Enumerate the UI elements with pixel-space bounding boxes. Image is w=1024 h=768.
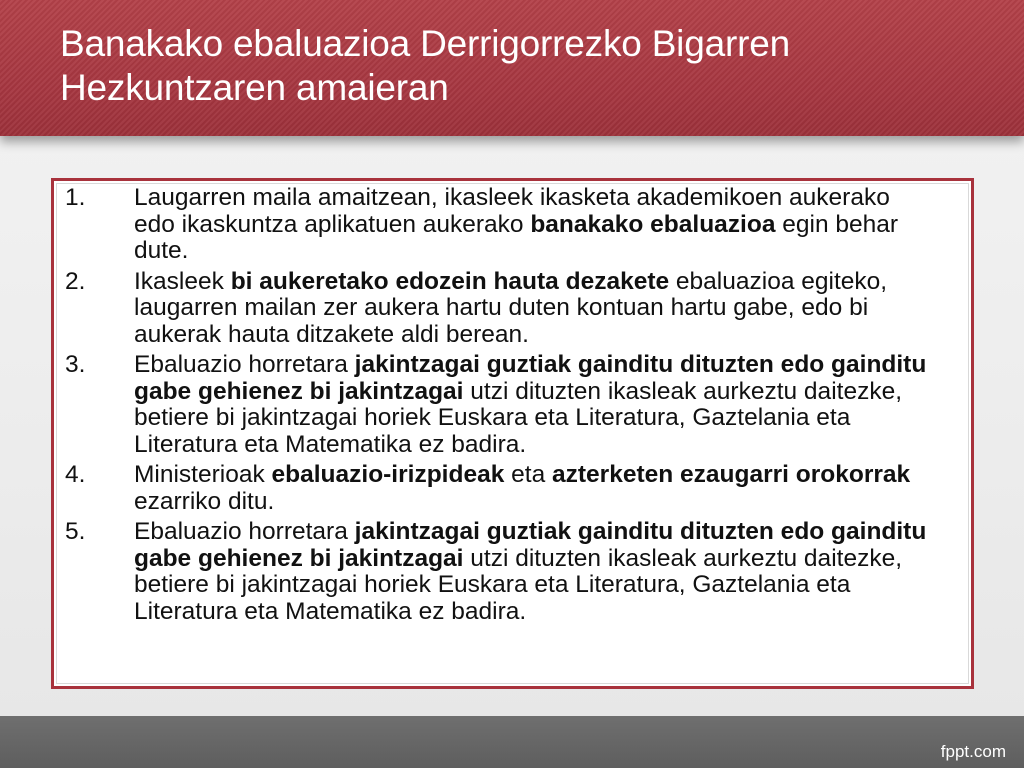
- list-item: [54, 462, 971, 515]
- list-item-number: 4.: [65, 461, 86, 488]
- list-item-number: 5.: [65, 518, 86, 545]
- numbered-list: [54, 185, 971, 629]
- list-item-number: 3.: [65, 351, 86, 378]
- text-run: ezarriko ditu.: [134, 487, 275, 515]
- list-item-text: [134, 461, 910, 515]
- list-item-number: 1.: [65, 184, 86, 211]
- footer-bar: [0, 716, 1024, 768]
- text-run: Ministerioak: [134, 461, 272, 488]
- text-run: eta: [504, 461, 553, 488]
- bold-text: jakintzagai guztiak gainditu dituzten edo gainditu gabe gehienez bi jakintzagai: [134, 351, 927, 405]
- list-item-text: [134, 268, 887, 348]
- text-run: utzi dituzten ikasleak aurkeztu daitezke, betiere bi jakintzagai horiek Euskara eta Literatura, Gaztelania eta Literatura eta Matematika ez badira.: [134, 544, 902, 625]
- footer-brand: fppt.com: [940, 742, 1006, 761]
- list-item-number: 2.: [65, 267, 86, 295]
- text-run: ebaluazioa egiteko, laugarren mailan zer aukera hartu duten kontuan hartu gabe, edo bi aukerak hauta ditzakete aldi berean.: [134, 267, 888, 348]
- content-box: [51, 178, 974, 689]
- bold-text: banakako ebaluazioa: [530, 210, 776, 238]
- text-run: Ikasleek: [134, 267, 231, 295]
- text-run: utzi dituzten ikasleak aurkeztu daitezke, betiere bi jakintzagai horiek Euskara eta Literatura, Gaztelania eta Literatura eta Matematika ez badira.: [134, 377, 902, 458]
- list-item: [54, 352, 971, 458]
- text-run: egin behar dute.: [134, 210, 899, 264]
- text-run: Ebaluazio horretara: [134, 351, 355, 378]
- list-item-text: [134, 351, 926, 458]
- list-item-text: [134, 518, 926, 625]
- bold-text: azterketen ezaugarri orokorrak: [552, 461, 911, 488]
- bold-text: jakintzagai guztiak gainditu dituzten edo gainditu gabe gehienez bi jakintzagai: [134, 518, 927, 572]
- slide-title: Banakako ebaluazioa Derrigorrezko Bigarren Hezkuntzaren amaieran: [60, 23, 790, 108]
- text-run: Laugarren maila amaitzean, ikasleek ikasketa akademikoen aukerako edo ikaskuntza aplikatuen aukerako: [134, 184, 890, 238]
- list-item: [54, 269, 971, 349]
- list-item-text: [134, 184, 898, 264]
- bold-text: bi aukeretako edozein hauta dezakete: [230, 267, 670, 295]
- list-item: [54, 519, 971, 625]
- title-banner: [0, 0, 1024, 136]
- text-run: Ebaluazio horretara: [134, 518, 355, 545]
- bold-text: ebaluazio-irizpideak: [271, 461, 505, 488]
- list-item: [54, 185, 971, 265]
